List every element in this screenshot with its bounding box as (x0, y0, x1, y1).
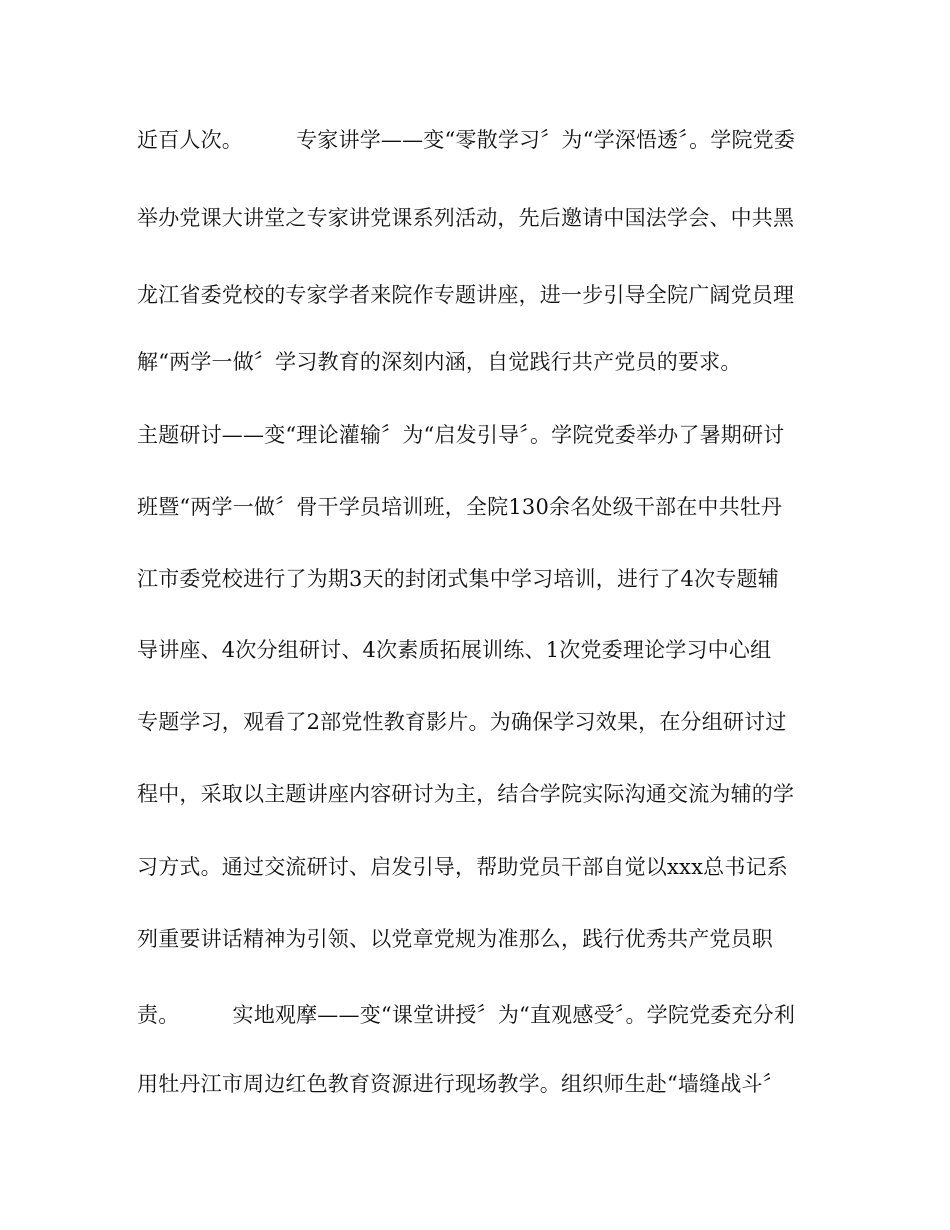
text-line: 用牡丹江市周边红色教育资源进行现场教学。组织师生赴“墙缝战斗〞 (137, 1072, 784, 1096)
text-line: 近百人次。 专家讲学——变“零散学习〞为“学深悟透〞。学院党委 (137, 128, 796, 152)
text-line: 主题研讨——变“理论灌输〞为“启发引导〞。学院党委举办了暑期研讨 (137, 423, 785, 447)
text-line: 专题学习，观看了2部党性教育影片。为确保学习效果，在分组研讨过 (137, 710, 787, 734)
text-line: 责。 实地观摩——变“课堂讲授〞为“直观感受〞。学院党委充分利 (137, 1003, 796, 1027)
text-line: 解“两学一做〞学习教育的深刻内涵，自觉践行共产党员的要求。 (137, 350, 742, 374)
text-line: 导讲座、4次分组研讨、4次素质拓展训练、1次党委理论学习中心组 (137, 638, 772, 662)
text-line: 列重要讲话精神为引领、以党章党规为准那么，践行优秀共产党员职 (137, 927, 773, 951)
text-line: 举办党课大讲堂之专家讲党课系列活动，先后邀请中国法学会、中共黑 (137, 206, 795, 230)
text-line: 班暨“两学一做〞骨干学员培训班，全院130余名处级干部在中共牡丹 (137, 495, 783, 519)
text-line: 江市委党校进行了为期3天的封闭式集中学习培训，进行了4次专题辅 (137, 567, 779, 591)
text-line: 程中，采取以主题讲座内容研讨为主，结合学院实际沟通交流为辅的学 (137, 782, 795, 806)
text-line: 龙江省委党校的专家学者来院作专题讲座，进一步引导全院广阔党员理 (137, 283, 795, 307)
text-line: 习方式。通过交流研讨、启发引导，帮助党员干部自觉以xxx总书记系 (137, 855, 788, 879)
